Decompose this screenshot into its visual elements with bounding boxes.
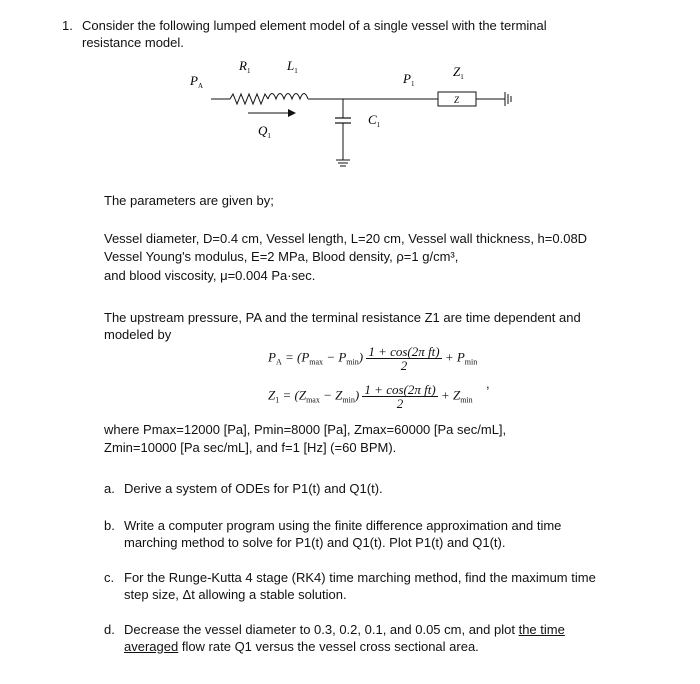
- question-d-underline1: the time: [518, 622, 565, 637]
- upstream-line1: The upstream pressure, PA and the terminal resistance Z1 are time dependent and: [104, 310, 581, 325]
- label-p1: $P_1$: [403, 71, 415, 88]
- question-d-line2: averaged flow rate Q1 versus the vessel cross sectional area.: [124, 639, 479, 654]
- question-b-line2: marching method to solve for P1(t) and Q1(t). Plot P1(t) and Q1(t).: [124, 535, 506, 550]
- label-q1: $Q_1$: [258, 123, 271, 140]
- circuit-diagram: [0, 0, 700, 180]
- flow-arrow-head: [288, 109, 296, 117]
- question-a-text: Derive a system of ODEs for P1(t) and Q1(t).: [124, 481, 383, 496]
- question-b-line1: Write a computer program using the finite difference approximation and time: [124, 518, 562, 533]
- equation-z1: $Z_1 = (Z_{max} - Z_{min})$ $\frac{\text{1 + cos(2π ft)}}{2}$ + $Z_{min}$: [268, 382, 473, 411]
- label-l1: $L_1$: [287, 58, 298, 75]
- where-line2: Zmin=10000 [Pa sec/mL], and f=1 [Hz] (=60 BPM).: [104, 440, 397, 455]
- question-c-label: c.: [104, 570, 115, 585]
- problem-number: 1.: [62, 18, 73, 33]
- params-line3: and blood viscosity, μ=0.004 Pa·sec.: [104, 268, 316, 283]
- question-c-line2: step size, Δt allowing a stable solution.: [124, 587, 347, 602]
- equation-trailing-comma: ,: [486, 376, 490, 391]
- upstream-line2: modeled by: [104, 327, 172, 342]
- label-pa: $P_A$: [190, 73, 204, 90]
- resistor-r1: [230, 94, 268, 104]
- question-b-label: b.: [104, 518, 115, 533]
- label-c1: $C_1$: [368, 112, 381, 129]
- question-c-line1: For the Runge-Kutta 4 stage (RK4) time marching method, find the maximum time: [124, 570, 596, 585]
- question-d-underline2: averaged: [124, 639, 179, 654]
- eq2-fraction: $\frac{\text{1 + cos(2π ft)}}{2}$: [364, 382, 436, 411]
- equation-pa: $P_A = (P_{max} - P_{min})$ $\frac{\text{1 + cos(2π ft)}}{2}$ + $P_{min}$: [268, 344, 478, 373]
- question-a-label: a.: [104, 481, 115, 496]
- params-heading: The parameters are given by;: [104, 193, 274, 208]
- params-line2: Vessel Young's modulus, E=2 MPa, Blood density, ρ=1 g/cm³,: [104, 249, 459, 264]
- params-line1: Vessel diameter, D=0.4 cm, Vessel length, L=20 cm, Vessel wall thickness, h=0.08D: [104, 231, 588, 246]
- problem-intro-line1: Consider the following lumped element model of a single vessel with the terminal: [82, 18, 547, 33]
- question-d-line1: Decrease the vessel diameter to 0.3, 0.2, 0.1, and 0.05 cm, and plot the time: [124, 622, 565, 637]
- problem-intro-line2: resistance model.: [82, 35, 184, 50]
- label-r1: $R_1$: [239, 58, 251, 75]
- question-d-label: d.: [104, 622, 115, 637]
- label-z-box: Z: [454, 95, 460, 105]
- inductor-l1: [268, 94, 308, 100]
- eq1-fraction: $\frac{\text{1 + cos(2π ft)}}{2}$: [368, 344, 440, 373]
- where-line1: where Pmax=12000 [Pa], Pmin=8000 [Pa], Zmax=60000 [Pa sec/mL],: [104, 422, 507, 437]
- label-z1: $Z_1$: [453, 64, 464, 81]
